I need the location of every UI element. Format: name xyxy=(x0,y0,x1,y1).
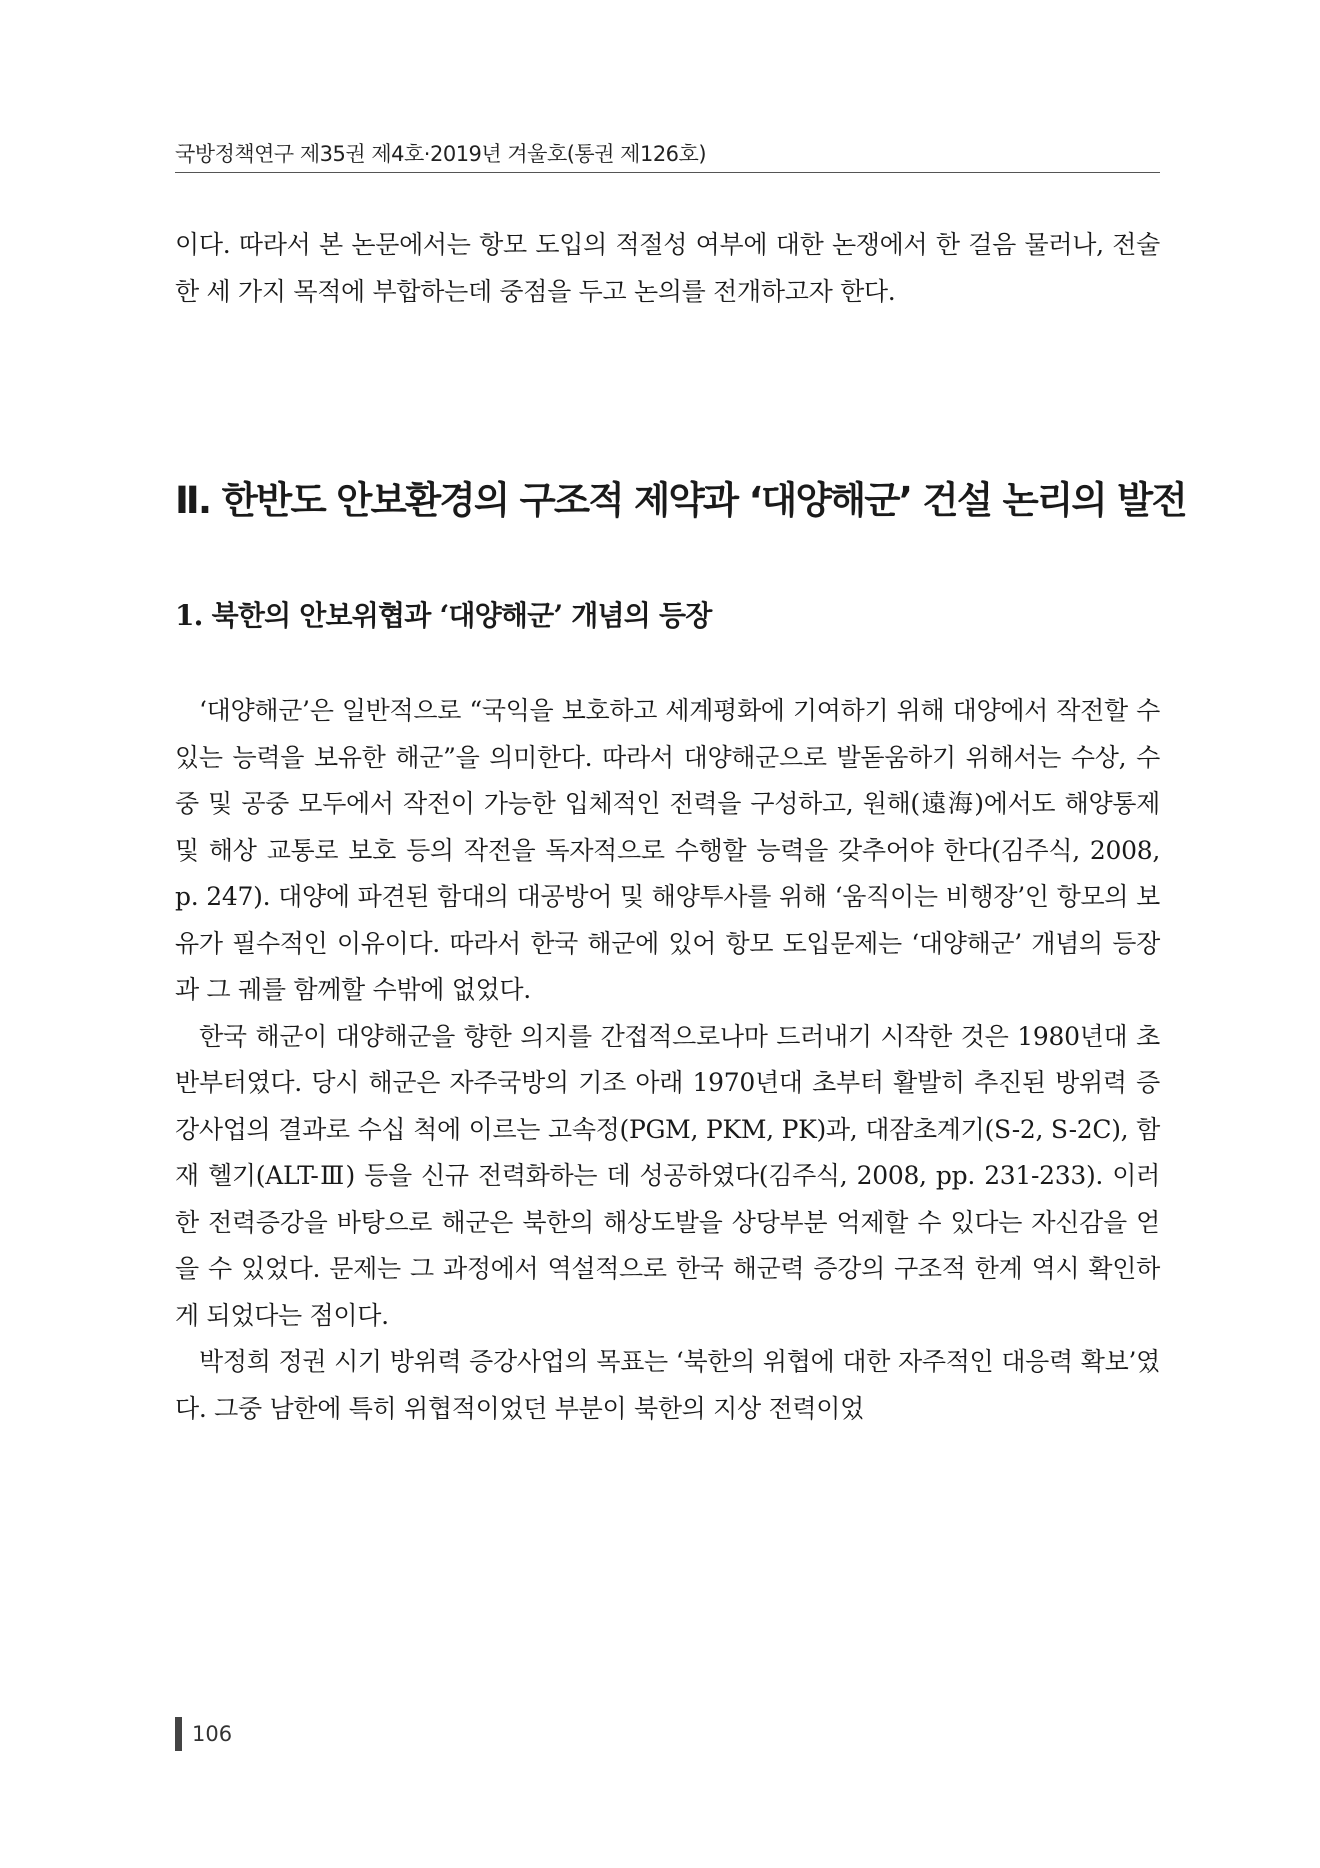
subsection-title: 1. 북한의 안보위협과 ‘대양해군’ 개념의 등장 xyxy=(175,599,712,632)
body-text xyxy=(175,688,1160,1432)
header-rule xyxy=(175,172,1160,173)
page-number: 106 xyxy=(192,1722,233,1746)
page-footer xyxy=(175,1717,232,1751)
intro-paragraph: 이다. 따라서 본 논문에서는 항모 도입의 적절성 여부에 대한 논쟁에서 한 걸음 물러나, 전술한 세 가지 목적에 부합하는데 중점을 두고 논의를 전개하고자 한다. xyxy=(175,230,1160,306)
intro-block xyxy=(175,222,1160,315)
section-title: Ⅱ. 한반도 안보환경의 구조적 제약과 ‘대양해군’ 건설 논리의 발전 xyxy=(175,478,1186,522)
footer-bar xyxy=(175,1717,182,1751)
body-paragraph-2: 한국 해군이 대양해군을 향한 의지를 간접적으로나마 드러내기 시작한 것은 1980년대 초반부터였다. 당시 해군은 자주국방의 기조 아래 1970년대 초부터 활발히 추진된 방위력 증강사업의 결과로 수십 척에 이르는 고속정(PGM, PKM, PK)과, 대잠초계기(S-2, S-2C), 함재 헬기(ALT-Ⅲ) 등을 신규 전력화하는 데 성공하였다(김주식, 2008, pp. 231-233). 이러한 전력증강을 바탕으로 해군은 북한의 해상도발을 상당부분 억제할 수 있다는 자신감을 얻을 수 있었다. 문제는 그 과정에서 역설적으로 한국 해군력 증강의 구조적 한계 역시 확인하게 되었다는 점이다. xyxy=(175,1021,1160,1330)
running-header: 국방정책연구 제35권 제4호·2019년 겨울호(통권 제126호) xyxy=(175,142,707,166)
body-paragraph-1: ‘대양해군’은 일반적으로 “국익을 보호하고 세계평화에 기여하기 위해 대양에서 작전할 수 있는 능력을 보유한 해군”을 의미한다. 따라서 대양해군으로 발돋움하기 위해서는 수상, 수중 및 공중 모두에서 작전이 가능한 입체적인 전력을 구성하고, 원해(遠海)에서도 해양통제 및 해상 교통로 보호 등의 작전을 독자적으로 수행할 능력을 갖추어야 한다(김주식, 2008, p. 247). 대양에 파견된 함대의 대공방어 및 해양투사를 위해 ‘움직이는 비행장’인 항모의 보유가 필수적인 이유이다. 따라서 한국 해군에 있어 항모 도입문제는 ‘대양해군’ 개념의 등장과 그 궤를 함께할 수밖에 없었다. xyxy=(175,696,1160,1004)
body-paragraph-3: 박정희 정권 시기 방위력 증강사업의 목표는 ‘북한의 위협에 대한 자주적인 대응력 확보’였다. 그중 남한에 특히 위협적이었던 부분이 북한의 지상 전력이었 xyxy=(175,1347,1160,1423)
